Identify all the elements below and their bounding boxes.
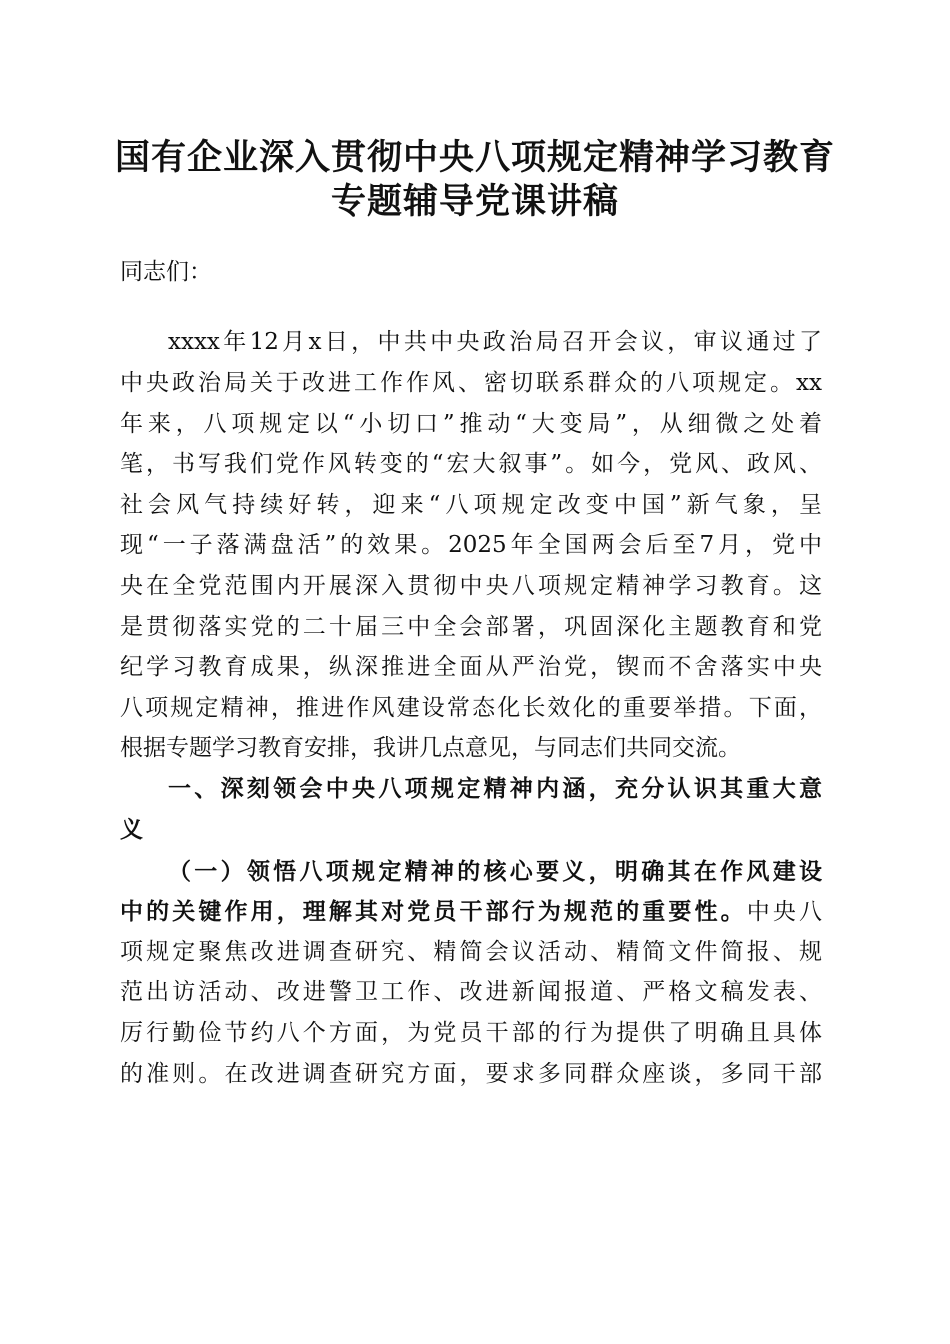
intro-line: 根据专题学习教育安排，我讲几点意见，与同志们共同交流。 (120, 735, 741, 761)
body-text: 中央八 (746, 899, 823, 925)
subsection-line (120, 891, 822, 932)
intro-line: 中央政治局关于改进工作作风、密切联系群众的八项规定。xx (120, 370, 822, 396)
body-line: 的准则。在改进调查研究方面，要求多同群众座谈，多同干部 (120, 1061, 822, 1087)
intro-line: 社会风气持续好转，迎来“八项规定改变中国”新气象，呈 (120, 492, 822, 518)
body-line: 范出访活动、改进警卫工作、改进新闻报道、严格文稿发表、 (120, 979, 822, 1005)
section-heading: 一、深刻领会中央八项规定精神内涵，充分认识其重大意 (168, 776, 822, 802)
intro-line: 纪学习教育成果，纵深推进全面从严治党，锲而不舍落实中央 (120, 654, 822, 680)
document-title-line-2: 专题辅导党课讲稿 (330, 181, 619, 222)
document-title-line-1: 国有企业深入贯彻中央八项规定精神学习教育 (114, 137, 835, 178)
subsection-heading: （一）领悟八项规定精神的核心要义，明确其在作风建设 (168, 858, 822, 885)
body-line: 厉行勤俭节约八个方面，为党员干部的行为提供了明确且具体 (120, 1020, 822, 1046)
subsection-heading-continued: 中的关键作用，理解其对党员干部行为规范的重要性。 (120, 898, 747, 925)
intro-line: xxxx年12月x日，中共中央政治局召开会议，审议通过了 (168, 329, 822, 355)
salutation: 同志们： (120, 259, 212, 285)
intro-line: 现“一子落满盘活”的效果。2025年全国两会后至7月，党中 (120, 532, 822, 558)
intro-line: 年来，八项规定以“小切口”推动“大变局”，从细微之处着 (120, 411, 822, 437)
intro-line: 笔，书写我们党作风转变的“宏大叙事”。如今，党风、政风、 (120, 451, 822, 477)
intro-line: 八项规定精神，推进作风建设常态化长效化的重要举措。下面， (120, 695, 822, 721)
section-heading: 义 (120, 817, 143, 843)
intro-line: 是贯彻落实党的二十届三中全会部署，巩固深化主题教育和党 (120, 614, 822, 640)
body-line: 项规定聚焦改进调查研究、精简会议活动、精简文件简报、规 (120, 939, 822, 965)
intro-line: 央在全党范围内开展深入贯彻中央八项规定精神学习教育。这 (120, 573, 822, 599)
